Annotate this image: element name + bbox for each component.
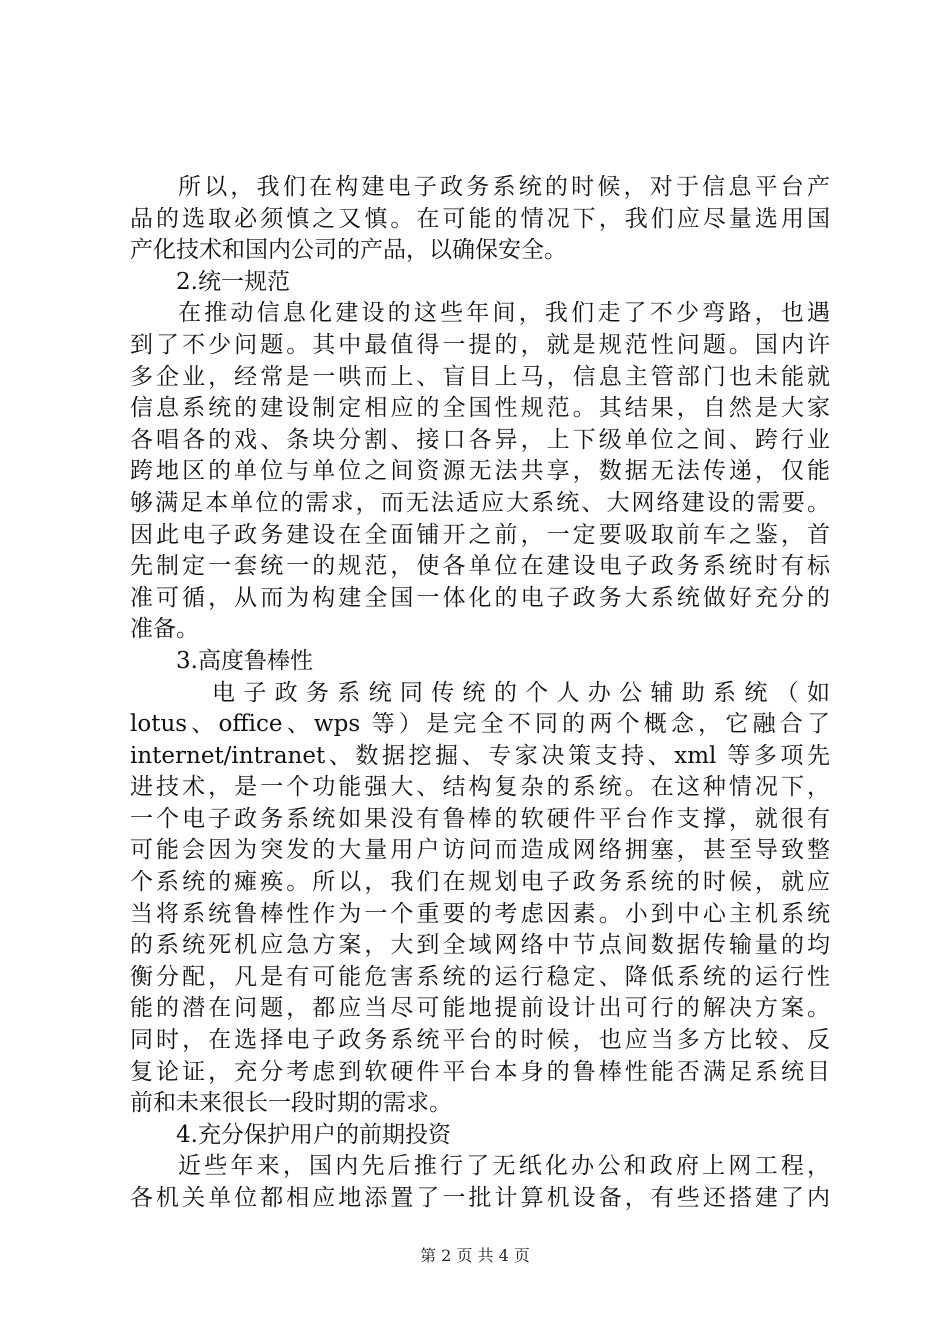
line-text: 3.高度鲁棒性 [176, 647, 313, 674]
text-line [130, 709, 830, 741]
text-line [130, 298, 830, 330]
line-text: 各机关单位都相应地添置了一批计算机设备，有些还搭建了内 [130, 1185, 830, 1211]
line-text: 能的潜在问题，都应当尽可能地提前设计出可行的解决方案。 [130, 995, 830, 1022]
section-heading [130, 646, 830, 678]
section-heading [130, 267, 830, 299]
line-text: 近些年来，国内先后推行了无纸化办公和政府上网工程， [178, 1153, 830, 1180]
line-text: 所以，我们在构建电子政务系统的时候，对于信息平台产 [178, 174, 830, 200]
line-text: 个系统的瘫痪。所以，我们在规划电子政务系统的时候，就应 [130, 869, 830, 896]
line-text: internet/intranet、数据挖掘、专家决策支持、xml 等多项先 [130, 742, 830, 769]
text-line [130, 204, 830, 236]
text-line [130, 962, 830, 994]
text-line [130, 551, 830, 583]
line-text: 前和未来很长一段时期的需求。 [130, 1090, 452, 1117]
line-text: 跨地区的单位与单位之间资源无法共享，数据无法传递，仅能 [130, 458, 830, 485]
line-text: 准可循，从而为构建全国一体化的电子政务大系统做好充分的 [130, 584, 830, 611]
line-text: 多企业，经常是一哄而上、盲目上马，信息主管部门也未能就 [130, 363, 830, 390]
line-text: 衡分配，凡是有可能危害系统的运行稳定、降低系统的运行性 [130, 963, 830, 990]
text-line [130, 741, 830, 773]
section-heading [130, 1120, 830, 1152]
text-line [130, 614, 830, 646]
line-text: 信息系统的建设制定相应的全国性规范。其结果，自然是大家 [130, 395, 830, 422]
line-text: 在推动信息化建设的这些年间，我们走了不少弯路，也遇 [178, 300, 830, 327]
line-text: 的系统死机应急方案，大到全域网络中节点间数据传输量的均 [130, 932, 830, 959]
text-line [130, 1057, 830, 1089]
text-line [130, 235, 830, 267]
line-text: 到了不少问题。其中最值得一提的，就是规范性问题。国内许 [130, 331, 830, 358]
text-line [130, 520, 830, 552]
text-line [130, 488, 830, 520]
line-text: 产化技术和国内公司的产品，以确保安全。 [130, 237, 567, 264]
line-text: 进技术，是一个功能强大、结构复杂的系统。在这种情况下， [130, 774, 830, 801]
line-text: 各唱各的戏、条块分割、接口各异，上下级单位之间、跨行业 [130, 426, 830, 453]
text-line [130, 1088, 830, 1120]
line-text: 2.统一规范 [176, 268, 290, 295]
text-line [130, 172, 830, 204]
text-line [130, 330, 830, 362]
line-text: 当将系统鲁棒性作为一个重要的考虑因素。小到中心主机系统 [130, 900, 830, 927]
text-line [130, 425, 830, 457]
line-text: 可能会因为突发的大量用户访问而造成网络拥塞，甚至导致整 [130, 837, 830, 864]
text-line [130, 1025, 830, 1057]
line-text: 4.充分保护用户的前期投资 [176, 1121, 451, 1148]
text-line [130, 930, 830, 962]
text-line [130, 1151, 830, 1183]
line-text: 先制定一套统一的规范，使各单位在建设电子政务系统时有标 [130, 553, 830, 580]
line-text: 因此电子政务建设在全面铺开之前，一定要吸取前车之鉴，首 [130, 521, 830, 548]
line-text: 同时，在选择电子政务系统平台的时候，也应当多方比较、反 [130, 1027, 830, 1054]
line-text: 一个电子政务系统如果没有鲁棒的软硬件平台作支撑，就很有 [130, 805, 830, 832]
text-line [130, 362, 830, 394]
line-text: lotus、office、wps 等）是完全不同的两个概念，它融合了 [130, 711, 830, 738]
text-line [130, 772, 830, 804]
text-line [130, 1183, 830, 1215]
line-text: 准备。 [130, 616, 199, 643]
line-text: 够满足本单位的需求，而无法适应大系统、大网络建设的需要。 [130, 489, 830, 516]
line-text: 电子政务系统同传统的个人办公辅助系统（如 [212, 679, 830, 706]
line-text: 品的选取必须慎之又慎。在可能的情况下，我们应尽量选用国 [130, 205, 830, 232]
text-line [130, 804, 830, 836]
text-line [130, 393, 830, 425]
text-line [130, 993, 830, 1025]
line-text: 复论证，充分考虑到软硬件平台本身的鲁棒性能否满足系统目 [130, 1058, 830, 1085]
text-line [130, 456, 830, 488]
text-line [130, 899, 830, 931]
page-footer: 第 2 页 共 4 页 [420, 1246, 530, 1265]
text-line [130, 583, 830, 615]
text-line [130, 678, 830, 710]
text-line [130, 867, 830, 899]
text-line [130, 835, 830, 867]
document-body [130, 172, 830, 1215]
